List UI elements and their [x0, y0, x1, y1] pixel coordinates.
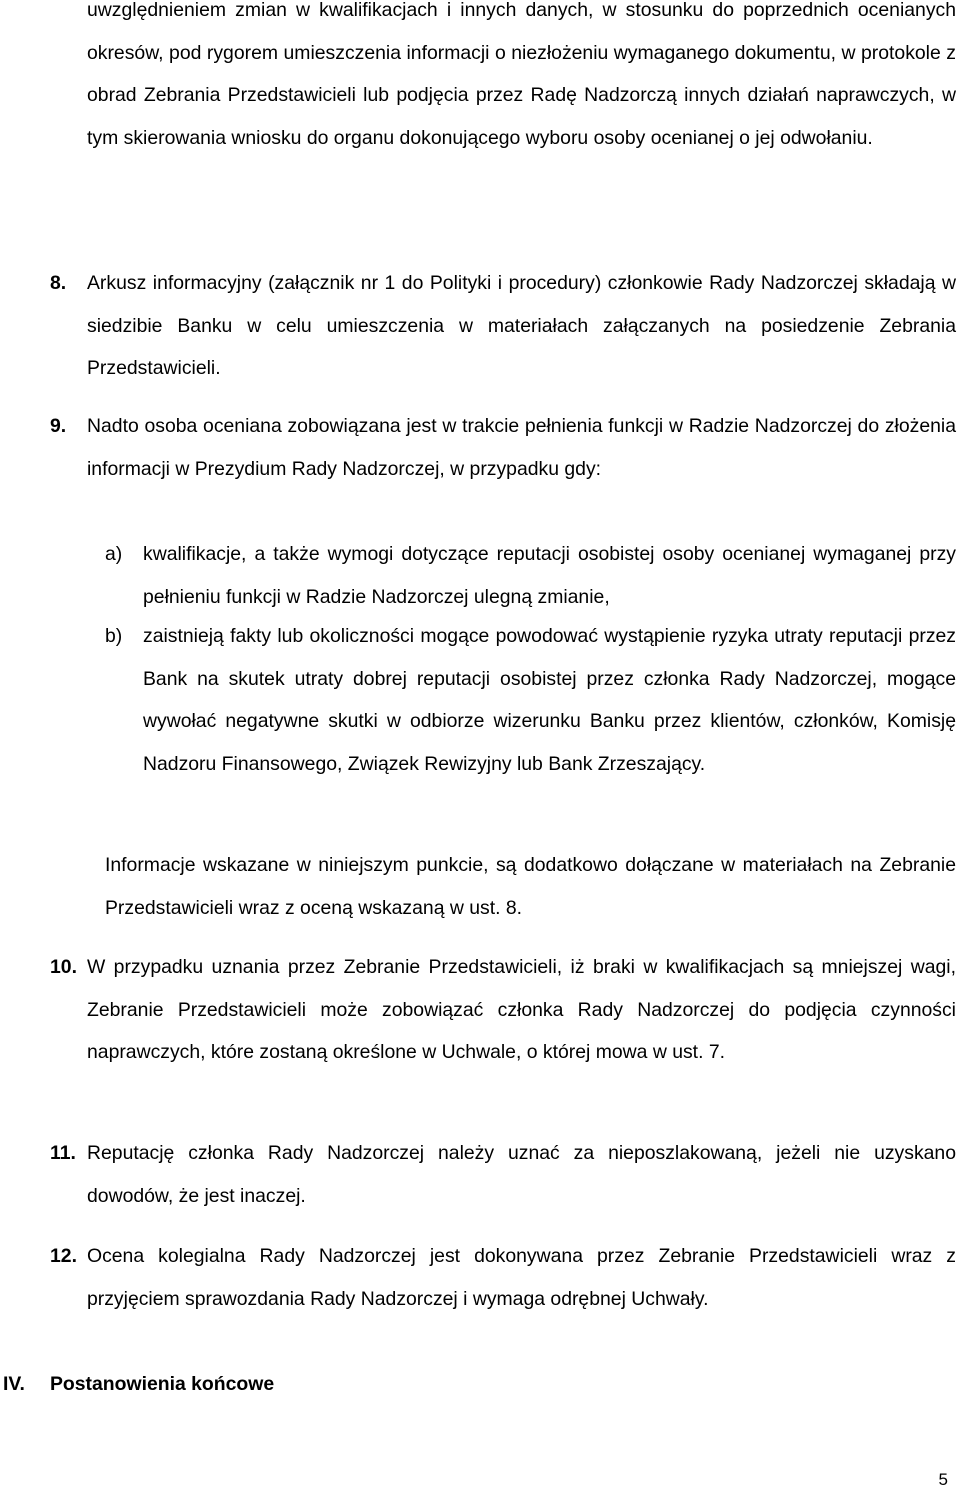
item-9a-text: kwalifikacje, a także wymogi dotyczące reputacji osobistej osoby ocenianej wymaganej przy pełnieniu funkcji w Radzie Nadzorczej ulegną zmianie,	[143, 543, 956, 608]
continuation-paragraph: uwzględnieniem zmian w kwalifikacjach i innych danych, w stosunku do poprzednich ocenianych okresów, pod rygorem umieszczenia informacji o niezłożeniu wymaganego dokumentu, w protokole z obrad Zebrania Przedstawicieli lub podjęcia przez Radę Nadzorczą innych działań naprawczych, w tym skierowania wniosku do organu dokonującego wyboru osoby ocenianej o jej odwołaniu.	[87, 0, 956, 149]
item-9-text: Nadto osoba oceniana zobowiązana jest w trakcie pełnienia funkcji w Radzie Nadzorczej do złożenia informacji w Prezydium Rady Nadzorczej, w przypadku gdy:	[87, 415, 956, 480]
item-12-text: Ocena kolegialna Rady Nadzorczej jest dokonywana przez Zebranie Przedstawicieli wraz z przyjęciem sprawozdania Rady Nadzorczej i wymaga odrębnej Uchwały.	[87, 1245, 956, 1310]
item-8-text: Arkusz informacyjny (załącznik nr 1 do Polityki i procedury) członkowie Rady Nadzorczej składają w siedzibie Banku w celu umieszczenia w materiałach załączanych na posiedzenie Zebrania Przedstawicieli.	[87, 272, 956, 380]
item-10-number: 10.	[50, 956, 77, 978]
item-11-number: 11.	[50, 1142, 76, 1164]
item-9b-text: zaistnieją fakty lub okoliczności mogące powodować wystąpienie ryzyka utraty reputacji przez Bank na skutek utraty dobrej reputacji osobistej przez członka Rady Nadzorczej, mogące wywołać negatywne skutki w odbiorze wizerunku Banku przez klientów, członków, Komisję Nadzoru Finansowego, Związek Rewizyjny lub Bank Zrzeszający.	[143, 625, 956, 775]
page-number: 5	[938, 1470, 948, 1489]
item-11-text: Reputację członka Rady Nadzorczej należy uznać za nieposzlakowaną, jeżeli nie uzyskano dowodów, że jest inaczej.	[87, 1142, 956, 1207]
item-9-note: Informacje wskazane w niniejszym punkcie, są dodatkowo dołączane w materiałach na Zebranie Przedstawicieli wraz z oceną wskazaną w ust. 8.	[105, 854, 956, 919]
item-9b-label: b)	[105, 625, 123, 647]
section-number: IV.	[3, 1373, 25, 1395]
item-9a-label: a)	[105, 543, 123, 565]
section-title: Postanowienia końcowe	[50, 1373, 275, 1395]
item-9-number: 9.	[50, 415, 67, 437]
item-12-number: 12.	[50, 1245, 77, 1267]
item-8-number: 8.	[50, 272, 67, 294]
item-10-text: W przypadku uznania przez Zebranie Przedstawicieli, iż braki w kwalifikacjach są mniejszej wagi, Zebranie Przedstawicieli może zobowiązać członka Rady Nadzorczej do podjęcia czynności naprawczych, które zostaną określone w Uchwale, o której mowa w ust. 7.	[87, 956, 956, 1064]
